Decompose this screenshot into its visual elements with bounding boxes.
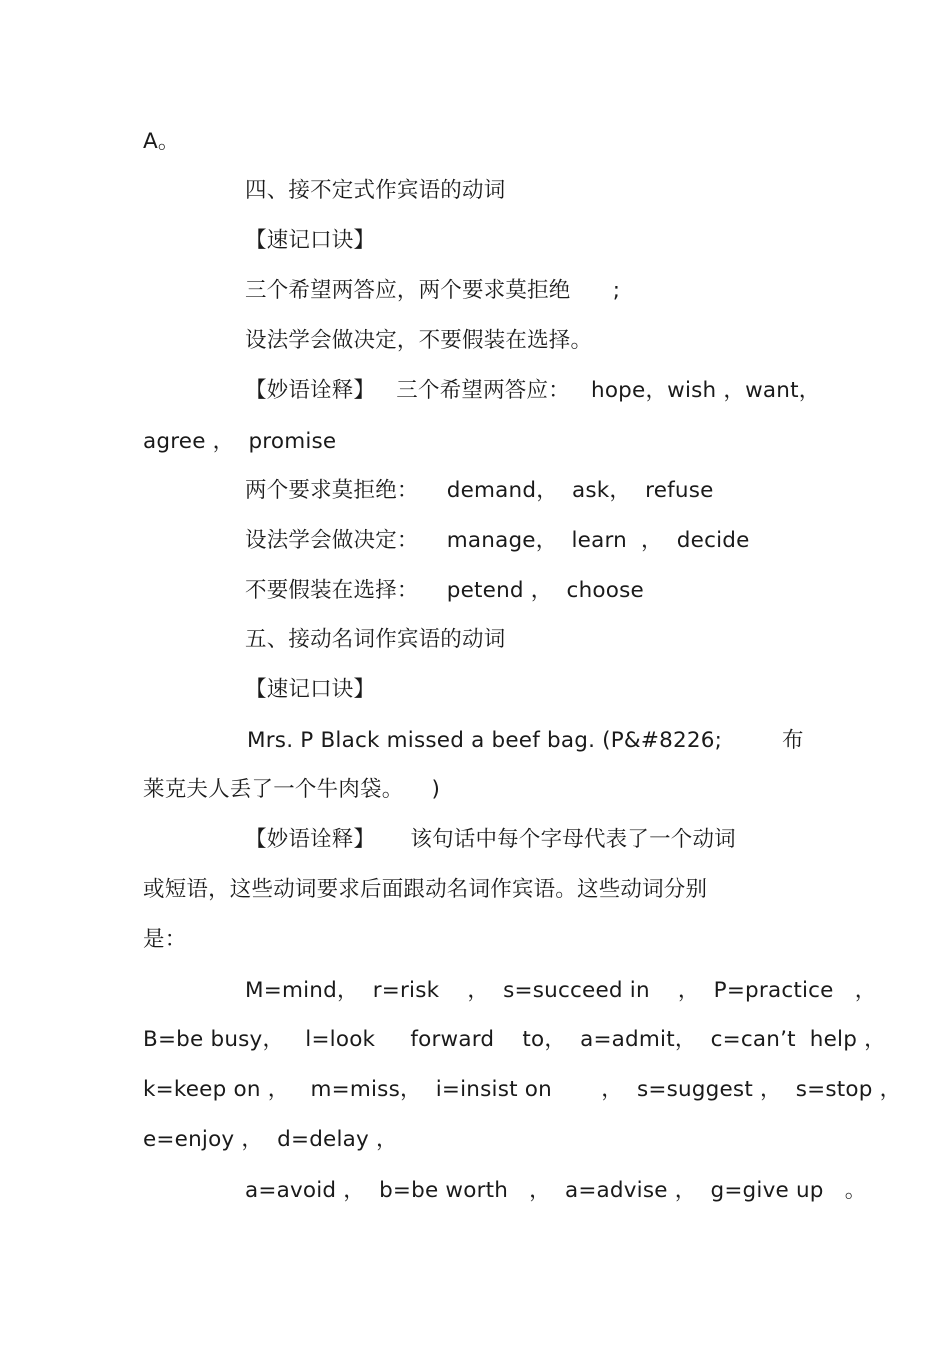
explanation-line-2: agree ， promise [143,429,337,454]
verb-list-line-3: k=keep on ， m=miss， i=insist on ， s=suggest ， s=stop ， [143,1077,902,1102]
verb-list-line-1: M=mind， r=risk ， s=succeed in ， P=practice ， [245,978,877,1003]
explanation-line-6: 或短语，这些动词要求后面跟动名词作宾语。这些动词分别 [143,877,708,902]
heading-section-four: 四、接不定式作宾语的动词 [245,178,506,203]
verb-list-line-2: B=be busy， l=look forward to， a=admit， c=can’t help ， [143,1027,886,1052]
mnemonic-line-1: 三个希望两答应，两个要求莫拒绝 ; [245,278,621,303]
mnemonic-line-2: 设法学会做决定，不要假装在选择。 [245,328,593,353]
mnemonic-sentence-end-char: 布 [782,728,804,753]
text-line-a-end: A。 [143,129,180,154]
explanation-line-4: 设法学会做决定： manage， learn ， decide [245,528,750,553]
explanation-line-5: 不要假装在选择： petend ， choose [245,578,644,603]
mnemonic-label-1: 【速记口诀】 [245,228,376,253]
mnemonic-sentence: Mrs. P Black missed a beef bag. (P&#8226; [247,728,723,753]
mnemonic-label-2: 【速记口诀】 [245,677,376,702]
heading-section-five: 五、接动名词作宾语的动词 [245,627,506,652]
explanation-line-7: 是： [143,927,187,952]
explanation-label-2: 【妙语诠释】 该句话中每个字母代表了一个动词 [245,827,736,852]
explanation-line-3: 两个要求莫拒绝： demand， ask， refuse [245,478,714,503]
mnemonic-translation: 莱克夫人丢了一个牛肉袋。 ) [143,777,441,802]
verb-list-line-4: e=enjoy ， d=delay ， [143,1127,398,1152]
explanation-line-1: 【妙语诠释】 三个希望两答应： hope，wish ，want， [245,378,821,403]
verb-list-line-5: a=avoid ， b=be worth ， a=advise ， g=give up 。 [245,1178,867,1203]
